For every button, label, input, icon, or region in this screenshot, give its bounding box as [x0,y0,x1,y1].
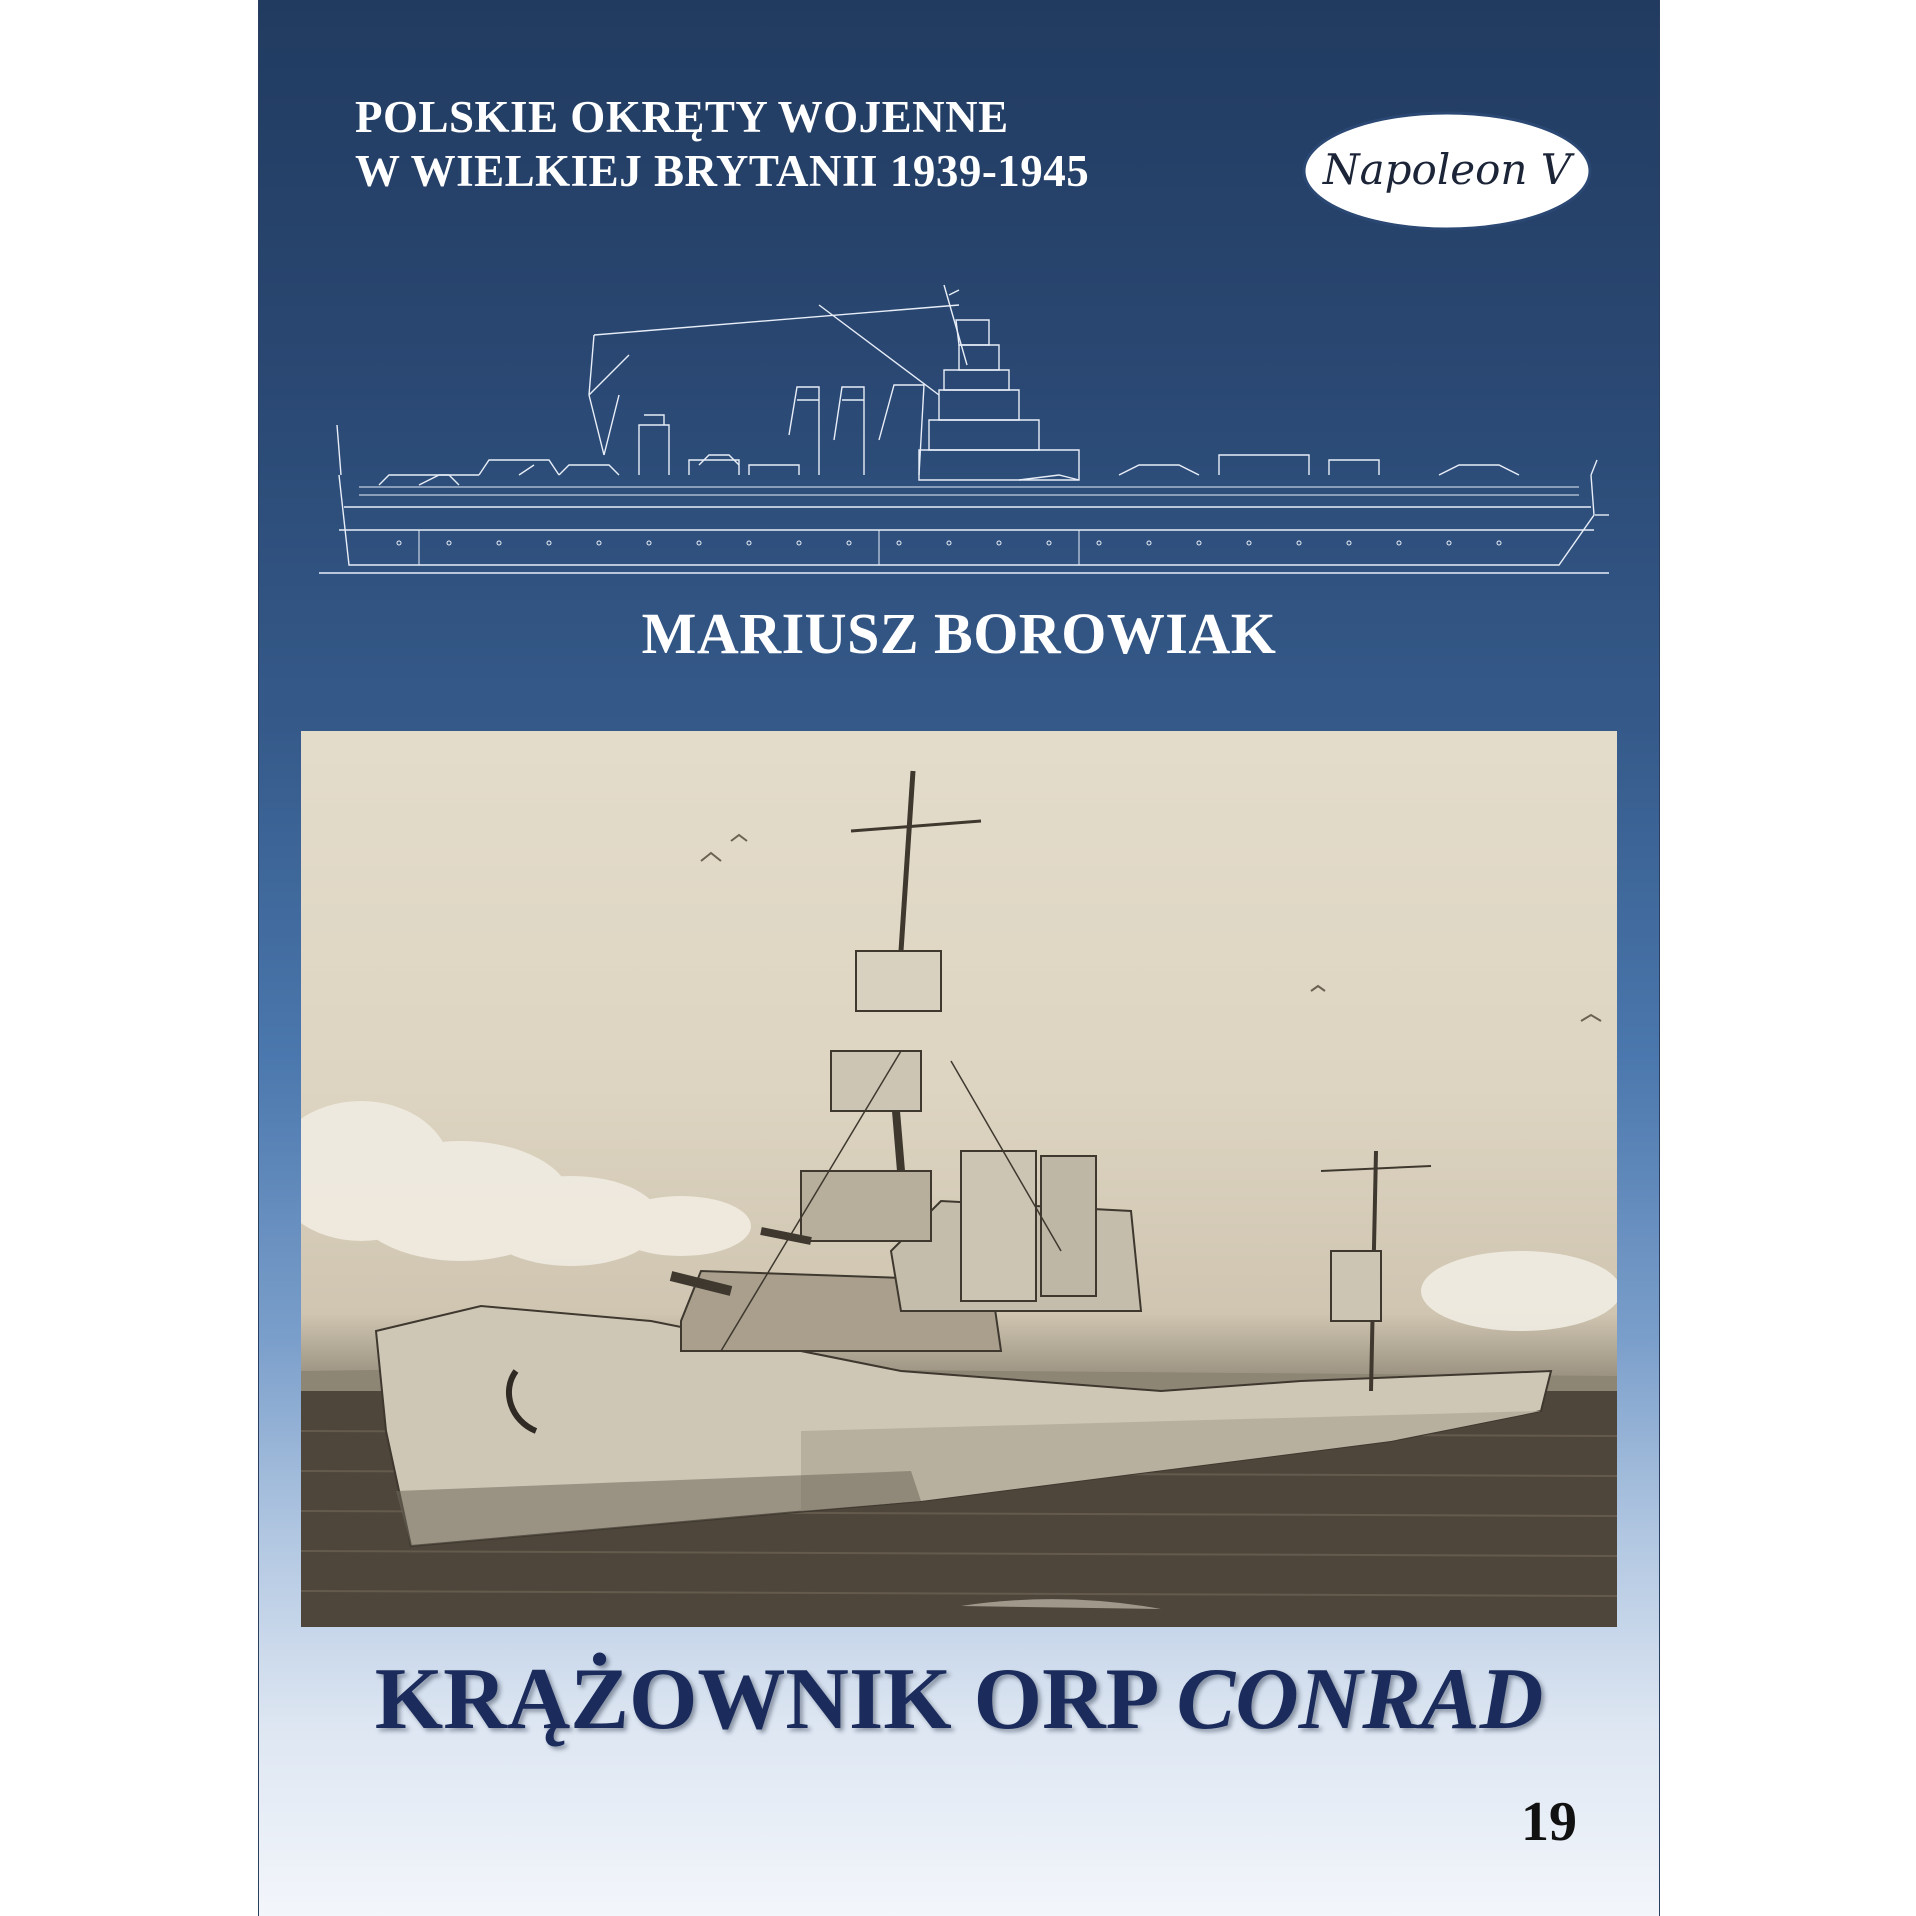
book-cover [259,0,1659,1916]
book-title-ship-name: CONRAD [1176,1651,1544,1748]
book-title [259,1648,1659,1752]
ship-profile-drawing [319,275,1609,585]
publisher-name: Napoleon V [1322,145,1572,194]
series-title-line-2: W WIELKIEJ BRYTANII 1939-1945 [355,146,1090,196]
volume-number: 19 [1521,1791,1577,1853]
book-title-prefix: KRĄŻOWNIK ORP [374,1651,1177,1748]
series-title [355,90,1089,198]
cover-photo-cruiser [301,731,1617,1627]
series-title-line-1: POLSKIE OKRĘTY WOJENNE [355,92,1009,142]
author-name: MARIUSZ BOROWIAK [641,601,1277,666]
publisher-logo [1299,108,1595,234]
